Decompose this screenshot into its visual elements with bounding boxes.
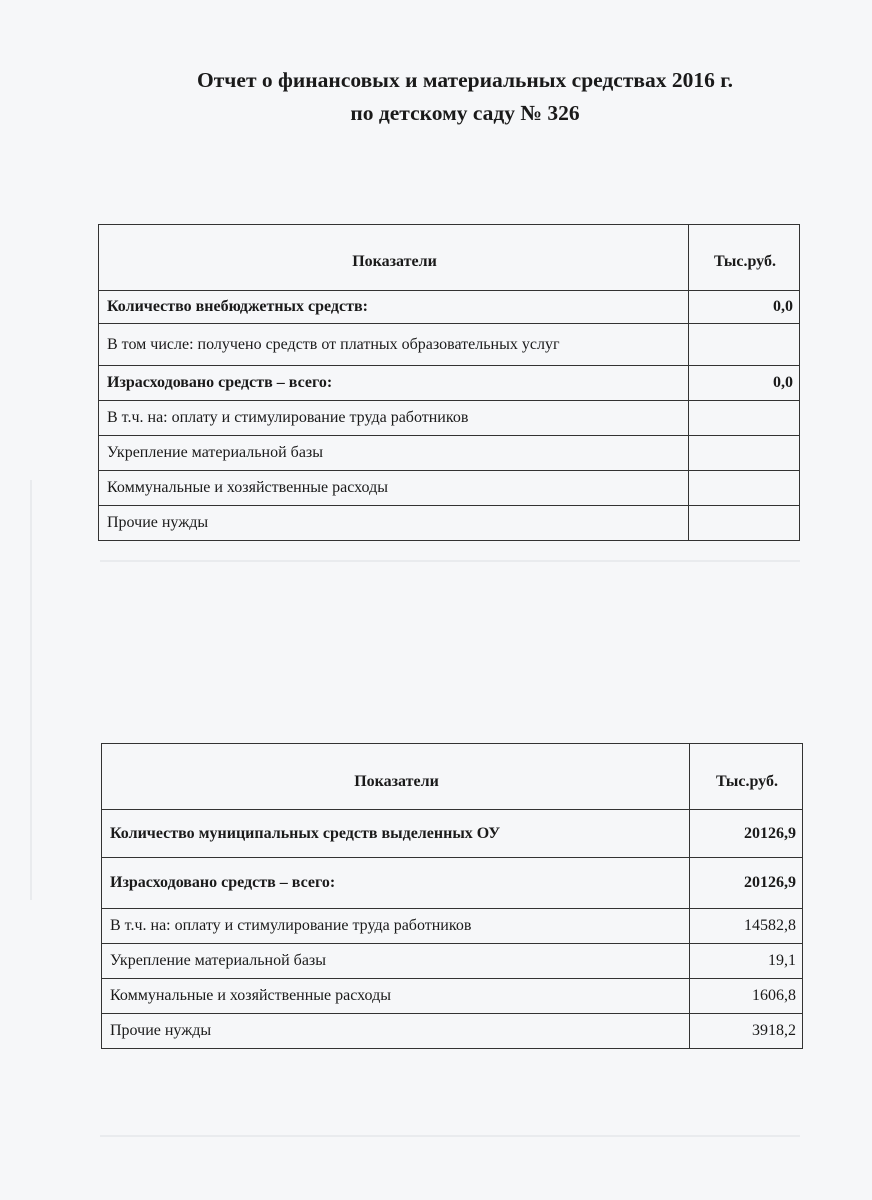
row-value: 20126,9 xyxy=(690,858,803,909)
row-label: Прочие нужды xyxy=(102,1014,690,1049)
table-row xyxy=(99,324,800,366)
row-value: 0,0 xyxy=(689,291,800,324)
table-header-row xyxy=(102,744,803,810)
bleed-through-mark xyxy=(30,480,32,900)
bleed-through-mark xyxy=(100,1135,800,1137)
row-value: 0,0 xyxy=(689,366,800,401)
row-value xyxy=(689,436,800,471)
row-label: Количество муниципальных средств выделенных ОУ xyxy=(102,810,690,858)
title-line-2: по детскому саду № 326 xyxy=(350,101,580,125)
header-thousand-rub: Тыс.руб. xyxy=(689,225,800,291)
title-line-1: Отчет о финансовых и материальных средствах 2016 г. xyxy=(197,68,733,92)
table-row xyxy=(102,909,803,944)
row-label: Коммунальные и хозяйственные расходы xyxy=(102,979,690,1014)
row-value: 19,1 xyxy=(690,944,803,979)
row-label: Укрепление материальной базы xyxy=(99,436,689,471)
table-row xyxy=(99,471,800,506)
row-value xyxy=(689,506,800,541)
extrabudgetary-funds-table xyxy=(98,224,800,541)
header-thousand-rub: Тыс.руб. xyxy=(690,744,803,810)
row-value: 20126,9 xyxy=(690,810,803,858)
row-label: В том числе: получено средств от платных образовательных услуг xyxy=(99,324,689,366)
row-label: Количество внебюджетных средств: xyxy=(99,291,689,324)
row-label: Прочие нужды xyxy=(99,506,689,541)
row-value xyxy=(689,324,800,366)
row-value xyxy=(689,471,800,506)
municipal-funds-table xyxy=(101,743,803,1049)
table-row xyxy=(99,401,800,436)
header-indicators: Показатели xyxy=(102,744,690,810)
table-row xyxy=(99,506,800,541)
table-row xyxy=(99,436,800,471)
bleed-through-mark xyxy=(100,560,800,562)
row-value: 1606,8 xyxy=(690,979,803,1014)
table-row xyxy=(102,1014,803,1049)
row-label: Израсходовано средств – всего: xyxy=(99,366,689,401)
table-row xyxy=(99,291,800,324)
table-row xyxy=(102,979,803,1014)
table-row xyxy=(102,944,803,979)
table-row xyxy=(102,810,803,858)
row-label: Укрепление материальной базы xyxy=(102,944,690,979)
row-label: В т.ч. на: оплату и стимулирование труда работников xyxy=(102,909,690,944)
header-indicators: Показатели xyxy=(99,225,689,291)
table-row xyxy=(102,858,803,909)
row-value: 14582,8 xyxy=(690,909,803,944)
table-row xyxy=(99,366,800,401)
row-label: Израсходовано средств – всего: xyxy=(102,858,690,909)
table-header-row xyxy=(99,225,800,291)
row-value: 3918,2 xyxy=(690,1014,803,1049)
row-value xyxy=(689,401,800,436)
page-title xyxy=(0,64,872,130)
row-label: В т.ч. на: оплату и стимулирование труда работников xyxy=(99,401,689,436)
row-label: Коммунальные и хозяйственные расходы xyxy=(99,471,689,506)
